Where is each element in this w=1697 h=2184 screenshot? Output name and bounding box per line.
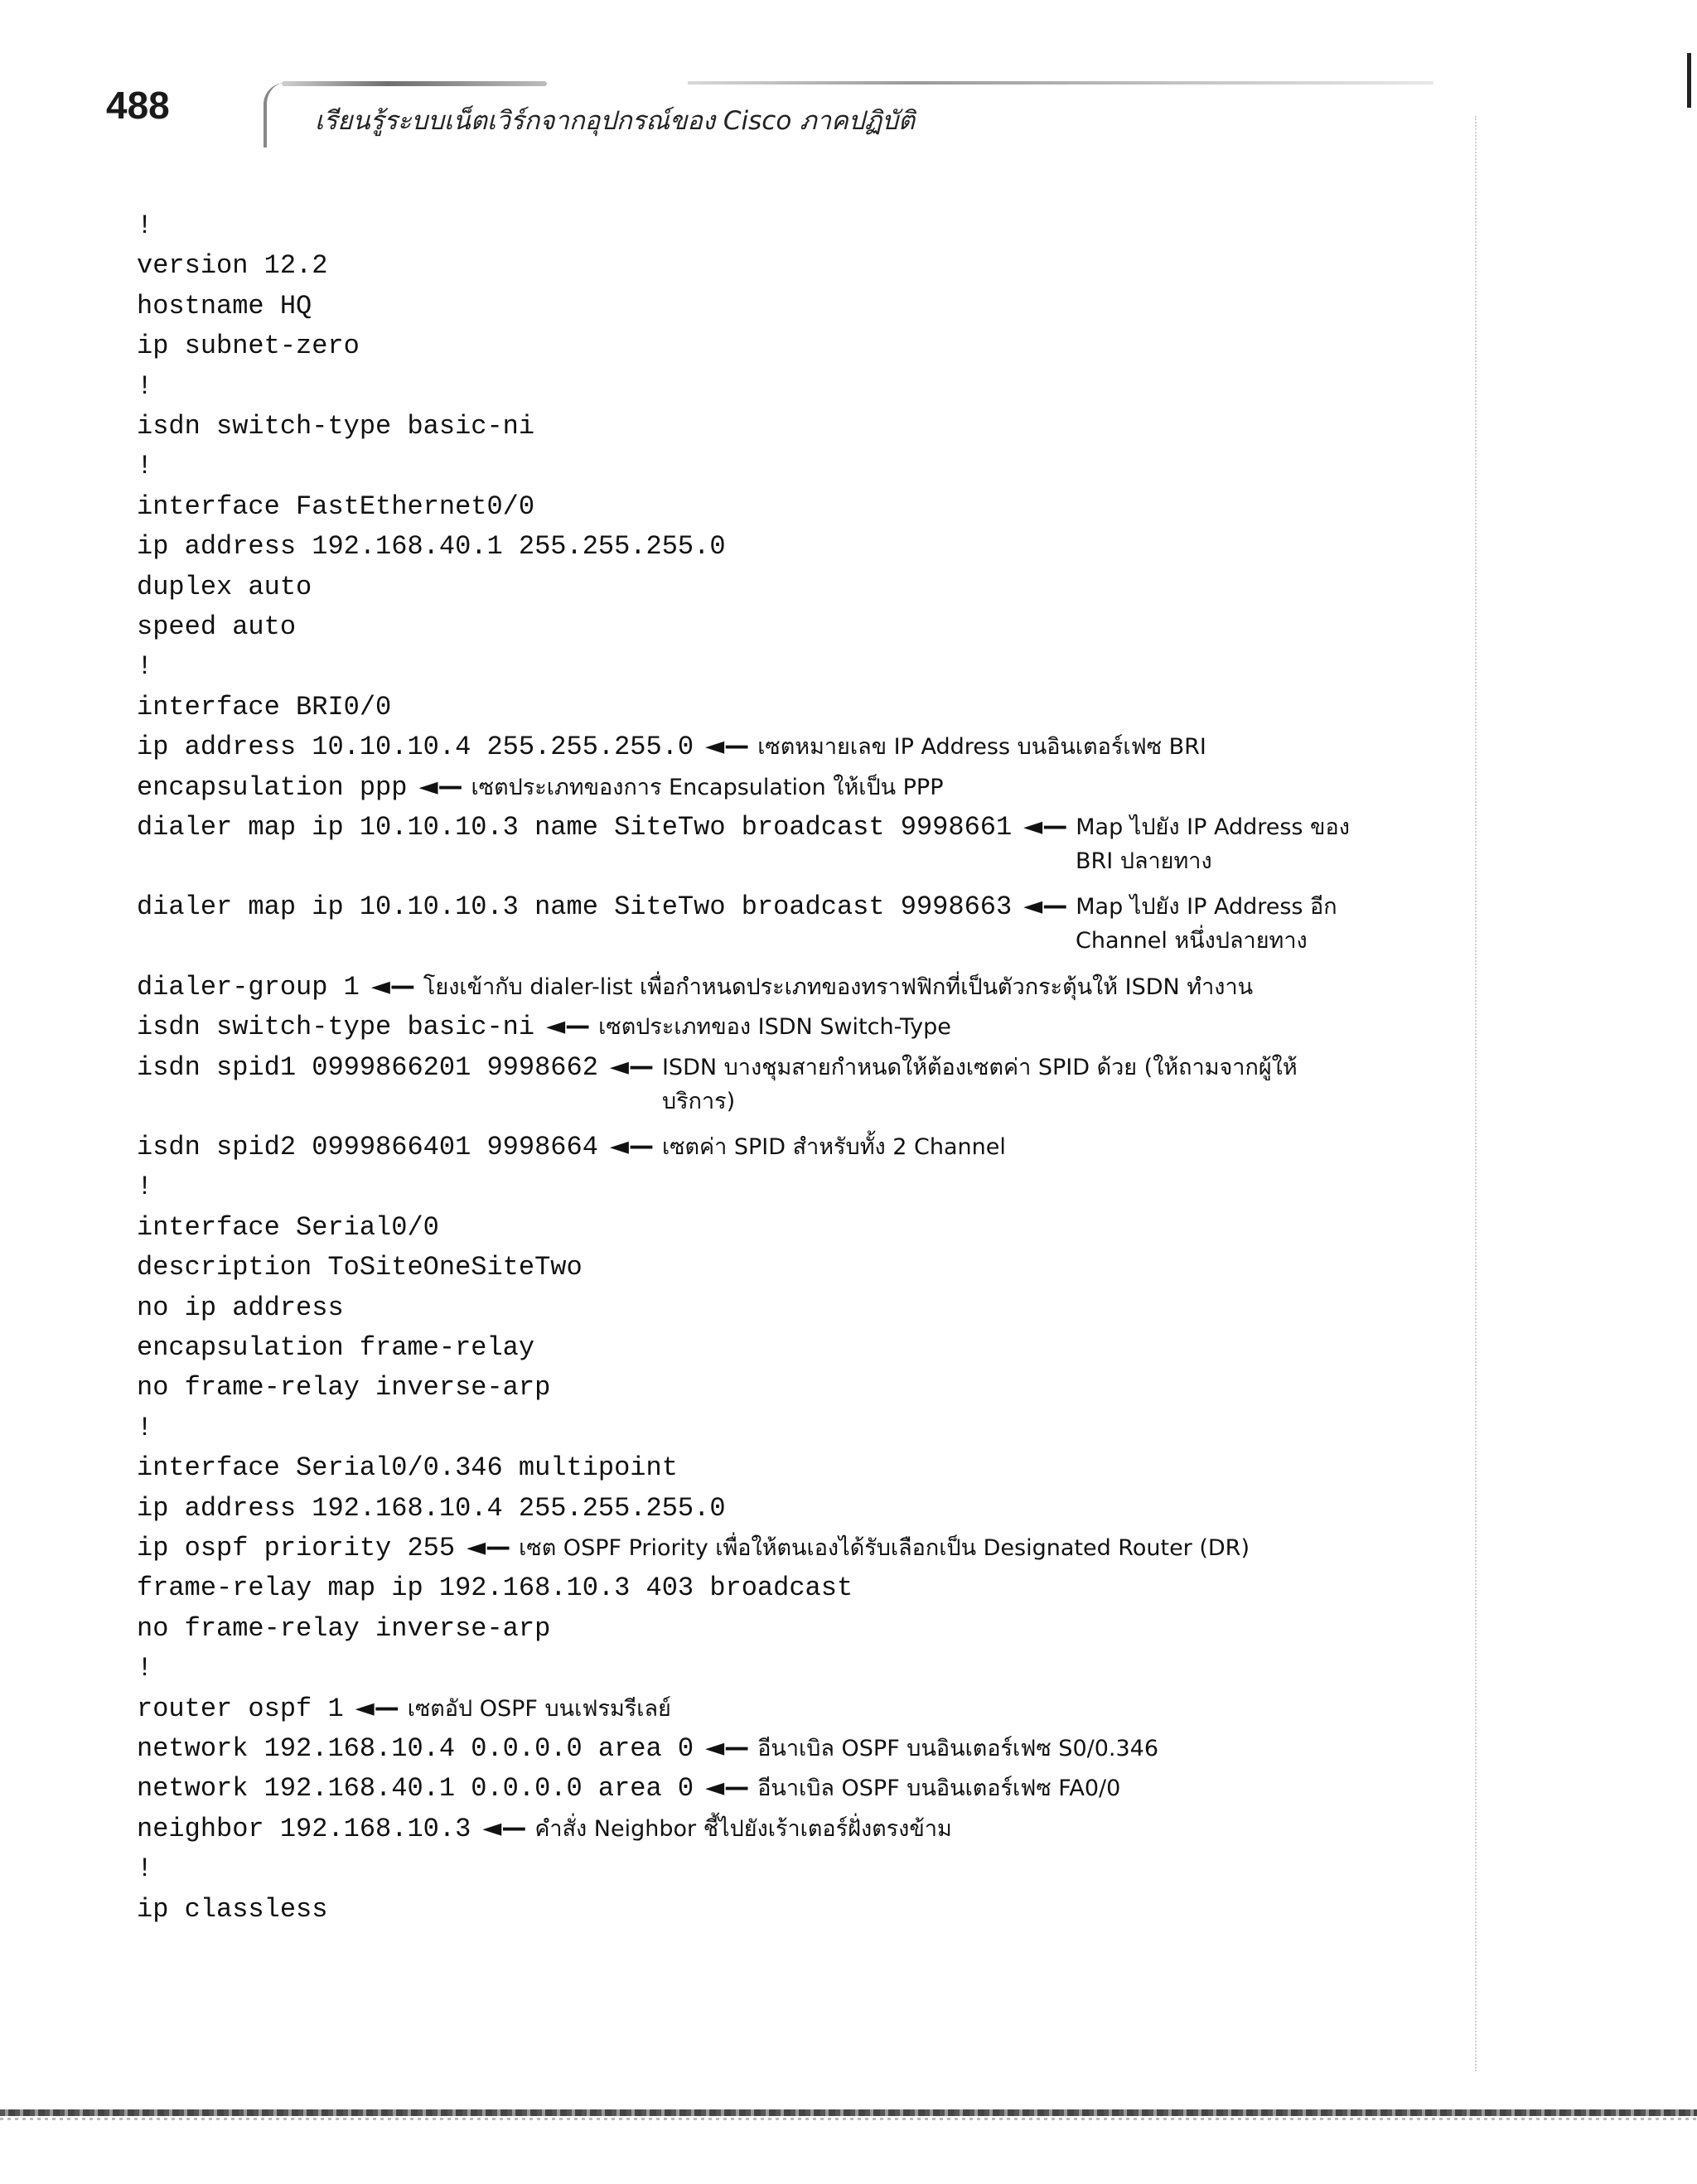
arrow-left-icon: ◄— <box>1023 891 1068 920</box>
config-line <box>137 1807 952 1847</box>
config-command: neighbor 192.168.10.3 <box>137 1814 471 1844</box>
margin-bracket <box>1687 53 1691 108</box>
arrow-left-icon: ◄— <box>418 772 463 801</box>
config-command: ! <box>137 1853 153 1884</box>
config-command: encapsulation ppp <box>137 772 408 803</box>
arrow-left-icon: ◄— <box>1023 812 1068 841</box>
config-command: no frame-relay inverse-arp <box>137 1613 551 1644</box>
config-line <box>137 1326 534 1365</box>
config-line <box>137 1245 583 1285</box>
annotation: เซตอัป OSPF บนเฟรมรีเลย์ <box>407 1696 671 1722</box>
config-command: hostname HQ <box>137 291 312 321</box>
arrow-left-icon: ◄— <box>609 1052 654 1081</box>
arrow-left-icon: ◄— <box>467 1533 511 1562</box>
config-command: isdn spid1 0999866201 9998662 <box>137 1052 598 1083</box>
config-line <box>137 1005 951 1045</box>
config-line <box>137 444 152 484</box>
config-command: dialer map ip 10.10.10.3 name SiteTwo broadcast 9998661 <box>137 812 1013 843</box>
config-line <box>137 685 391 725</box>
config-line <box>137 885 1337 925</box>
config-line <box>137 605 296 645</box>
annotation: เซตค่า SPID สำหรับทั้ง 2 Channel <box>661 1134 1006 1160</box>
config-command: interface Serial0/0 <box>137 1212 439 1243</box>
annotation: เซตหมายเลข IP Address บนอินเตอร์เฟซ BRI <box>757 734 1206 760</box>
config-line <box>137 1406 152 1446</box>
config-line <box>137 1046 1298 1085</box>
arrow-left-icon: ◄— <box>546 1012 591 1041</box>
config-command: dialer map ip 10.10.10.3 name SiteTwo broadcast 9998663 <box>137 891 1013 922</box>
arrow-left-icon: ◄— <box>355 1694 399 1723</box>
header-rule <box>282 81 547 86</box>
config-line <box>137 324 360 364</box>
header-rule <box>688 81 1434 85</box>
arrow-left-icon: ◄— <box>370 972 415 1001</box>
config-line <box>137 725 1206 765</box>
config-line <box>137 404 534 444</box>
config-command: description ToSiteOneSiteTwo <box>137 1252 583 1283</box>
annotation: อีนาเบิล OSPF บนอินเตอร์เฟซ S0/0.346 <box>757 1736 1159 1761</box>
annotation-continuation: Channel หนึ่งปลายทาง <box>1076 928 1308 954</box>
annotation: Map ไปยัง IP Address อีก <box>1076 894 1337 920</box>
config-line <box>137 365 152 404</box>
config-line <box>137 485 534 524</box>
config-command: ! <box>137 1413 153 1443</box>
footer-rule <box>0 2109 1697 2116</box>
config-line <box>137 1646 152 1686</box>
config-command: router ospf 1 <box>137 1694 344 1724</box>
arrow-left-icon: ◄— <box>609 1132 654 1161</box>
config-command: speed auto <box>137 611 297 642</box>
arrow-left-icon: ◄— <box>705 1733 750 1762</box>
config-command: ip address 10.10.10.4 255.255.255.0 <box>137 732 694 762</box>
arrow-left-icon: ◄— <box>705 732 750 761</box>
config-line <box>137 805 1350 845</box>
config-command: version 12.2 <box>137 250 328 281</box>
config-command: ! <box>137 451 153 481</box>
config-line <box>137 1607 550 1646</box>
config-line <box>137 284 312 324</box>
config-line <box>137 1365 550 1405</box>
config-command: interface BRI0/0 <box>137 692 392 722</box>
config-command: frame-relay map ip 192.168.10.3 403 broadcast <box>137 1573 853 1603</box>
config-line <box>137 1766 1120 1806</box>
config-command: isdn switch-type basic-ni <box>137 411 535 442</box>
config-line <box>137 645 152 684</box>
config-line <box>137 1286 344 1326</box>
config-command: ! <box>137 651 153 682</box>
config-command: interface Serial0/0.346 multipoint <box>137 1452 678 1483</box>
config-line <box>137 1486 726 1526</box>
page-title: เรียนรู้ระบบเน็ตเวิร์กจากอุปกรณ์ของ Cisco ภาคปฏิบัติ <box>315 106 916 136</box>
page-number: 488 <box>106 84 170 127</box>
config-command: isdn switch-type basic-ni <box>137 1012 535 1042</box>
config-line <box>137 565 312 605</box>
config-command: ip address 192.168.10.4 255.255.255.0 <box>137 1493 726 1524</box>
config-command: ip classless <box>137 1894 328 1925</box>
config-line <box>137 965 1253 1005</box>
config-command: ! <box>137 371 153 402</box>
config-command: duplex auto <box>137 572 312 602</box>
config-command: no frame-relay inverse-arp <box>137 1372 551 1403</box>
config-line <box>137 1165 152 1205</box>
config-command: network 192.168.40.1 0.0.0.0 area 0 <box>137 1773 694 1804</box>
annotation: โยงเข้ากับ dialer-list เพื่อกำหนดประเภทของทราฟฟิกที่เป็นตัวกระตุ้นให้ ISDN ทำงาน <box>423 974 1254 1000</box>
annotation: เซต OSPF Priority เพื่อให้ตนเองได้รับเลือกเป็น Designated Router (DR) <box>519 1535 1250 1561</box>
margin-guide <box>1475 116 1477 2071</box>
config-command: ip address 192.168.40.1 255.255.255.0 <box>137 531 726 562</box>
annotation: เซตประเภทของการ Encapsulation ให้เป็น PPP <box>471 775 944 800</box>
config-command: network 192.168.10.4 0.0.0.0 area 0 <box>137 1733 694 1764</box>
config-line <box>137 1727 1158 1766</box>
config-command: ! <box>137 1653 153 1684</box>
footer-rule <box>0 2118 1697 2120</box>
arrow-left-icon: ◄— <box>482 1814 527 1843</box>
config-line <box>137 1206 439 1245</box>
annotation: อีนาเบิล OSPF บนอินเตอร์เฟซ FA0/0 <box>757 1776 1121 1801</box>
config-line <box>137 766 944 805</box>
config-command: interface FastEthernet0/0 <box>137 491 535 522</box>
annotation: คำสั่ง Neighbor ชี้ไปยังเร้าเตอร์ฝั่งตรงข้าม <box>534 1816 952 1842</box>
config-command: encapsulation frame-relay <box>137 1332 535 1363</box>
config-line <box>137 1446 678 1486</box>
header-swoosh <box>263 83 285 147</box>
config-command: ip subnet-zero <box>137 331 360 361</box>
annotation-continuation: บริการ) <box>662 1089 736 1114</box>
config-command: no ip address <box>137 1293 344 1323</box>
config-line <box>137 1687 671 1727</box>
annotation: เซตประเภทของ ISDN Switch-Type <box>598 1014 951 1040</box>
config-line <box>137 1887 327 1927</box>
config-line <box>137 244 327 283</box>
config-line <box>137 1125 1006 1165</box>
annotation: ISDN บางชุมสายกำหนดให้ต้องเซตค่า SPID ด้วย (ให้ถามจากผู้ให้ <box>661 1055 1298 1080</box>
annotation-continuation: BRI ปลายทาง <box>1076 848 1212 874</box>
config-line <box>137 204 152 244</box>
config-command: ! <box>137 210 153 241</box>
config-command: ip ospf priority 255 <box>137 1533 456 1563</box>
config-line <box>137 1847 152 1887</box>
config-command: dialer-group 1 <box>137 972 360 1003</box>
annotation: Map ไปยัง IP Address ของ <box>1076 814 1350 840</box>
config-command: ! <box>137 1172 153 1202</box>
config-command: isdn spid2 0999866401 9998664 <box>137 1132 598 1162</box>
config-line <box>137 524 726 564</box>
config-line <box>137 1526 1250 1566</box>
config-line <box>137 1566 853 1606</box>
arrow-left-icon: ◄— <box>705 1773 750 1802</box>
